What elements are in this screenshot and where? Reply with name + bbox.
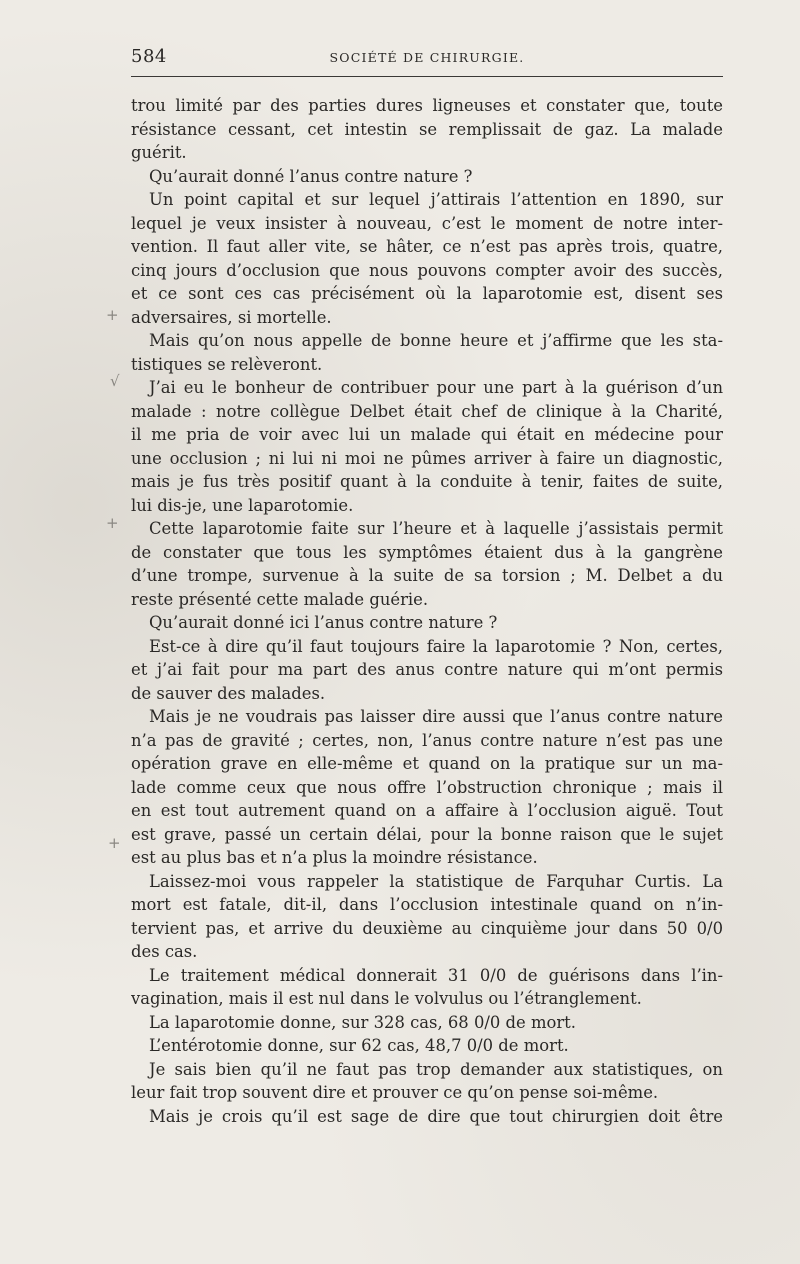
text-line: Laissez-moi vous rappeler la statistique de Farquhar Curtis. La xyxy=(149,871,723,891)
page-number: 584 xyxy=(131,46,167,67)
text-line: de constater que tous les symptômes étaient dus à la gangrène xyxy=(131,542,723,562)
text-line: résistance cessant, cet intestin se remplissait de gaz. La malade xyxy=(131,119,723,139)
body-text xyxy=(131,94,723,1128)
text-line: lequel je veux insister à nouveau, c’est le moment de notre inter- xyxy=(131,213,723,233)
text-line: en est tout autrement quand on a affaire à l’occlusion aiguë. Tout xyxy=(131,801,723,820)
page-header xyxy=(131,46,723,68)
text-line: malade : notre collègue Delbet était chef de clinique à la Charité, xyxy=(131,401,723,421)
margin-mark: √ xyxy=(110,372,120,390)
text-line: cinq jours d’occlusion que nous pouvons compter avoir des succès, xyxy=(131,260,723,280)
text-line: guérit. xyxy=(131,143,187,162)
text-line: reste présenté cette malade guérie. xyxy=(131,589,429,609)
text-line: et ce sont ces cas précisément où la laparotomie est, disent ses xyxy=(131,284,723,303)
text-line: tistiques se relèveront. xyxy=(131,354,323,374)
text-line: L’entérotomie donne, sur 62 cas, 48,7 0/0 de mort. xyxy=(149,1036,569,1055)
text-line: et j’ai fait pour ma part des anus contre nature qui m’ont permis xyxy=(131,660,723,679)
text-line: mais je fus très positif quant à la conduite à tenir, faites de suite, xyxy=(131,472,723,491)
margin-mark: + xyxy=(106,306,119,324)
running-title: SOCIÉTÉ DE CHIRURGIE. xyxy=(329,50,525,65)
text-line: Mais je crois qu’il est sage de dire que tout chirurgien doit être xyxy=(149,1106,723,1126)
text-line: lui dis-je, une laparotomie. xyxy=(131,495,354,515)
text-line: mort est fatale, dit-il, dans l’occlusion intestinale quand on n’in- xyxy=(131,895,723,914)
text-line: leur fait trop souvent dire et prouver ce qu’on pense soi-même. xyxy=(131,1083,659,1102)
text-line: J’ai eu le bonheur de contribuer pour une part à la guérison d’un xyxy=(149,378,723,397)
text-line: Cette laparotomie faite sur l’heure et à laquelle j’assistais permit xyxy=(149,519,723,538)
text-line: trou limité par des parties dures ligneuses et constater que, toute xyxy=(131,96,723,115)
text-line: Un point capital et sur lequel j’attirais l’attention en 1890, sur xyxy=(149,190,723,209)
text-line: de sauver des malades. xyxy=(131,683,326,703)
text-line: lade comme ceux que nous offre l’obstruction chronique ; mais il xyxy=(131,777,723,797)
text-line: il me pria de voir avec lui un malade qui était en médecine pour xyxy=(131,425,723,444)
text-line: Le traitement médical donnerait 31 0/0 de guérisons dans l’in- xyxy=(149,965,723,985)
text-line: Qu’aurait donné ici l’anus contre nature ? xyxy=(149,613,498,632)
text-line: des cas. xyxy=(131,942,198,961)
text-line: vagination, mais il est nul dans le volvulus ou l’étranglement. xyxy=(131,989,642,1008)
text-line: opération grave en elle-même et quand on la pratique sur un ma- xyxy=(131,754,723,773)
text-line: Est-ce à dire qu’il faut toujours faire la laparotomie ? Non, certes, xyxy=(149,636,723,656)
text-line: est au plus bas et n’a plus la moindre résistance. xyxy=(131,848,538,867)
text-line: Je sais bien qu’il ne faut pas trop demander aux statistiques, on xyxy=(149,1059,723,1079)
text-line: Mais je ne voudrais pas laisser dire aussi que l’anus contre nature xyxy=(149,707,723,726)
margin-mark: + xyxy=(108,834,121,852)
text-line: Qu’aurait donné l’anus contre nature ? xyxy=(149,166,473,186)
text-line: n’a pas de gravité ; certes, non, l’anus contre nature n’est pas une xyxy=(131,730,723,750)
text-line: vention. Il faut aller vite, se hâter, ce n’est pas après trois, quatre, xyxy=(131,237,723,256)
text-line: est grave, passé un certain délai, pour la bonne raison que le sujet xyxy=(131,824,723,844)
text-line: tervient pas, et arrive du deuxième au cinquième jour dans 50 0/0 xyxy=(131,918,723,938)
margin-mark: + xyxy=(106,514,119,532)
header-rule xyxy=(131,76,723,77)
text-line: d’une trompe, survenue à la suite de sa torsion ; M. Delbet a du xyxy=(131,566,723,585)
text-line: adversaires, si mortelle. xyxy=(131,307,332,327)
text-line: La laparotomie donne, sur 328 cas, 68 0/0 de mort. xyxy=(149,1012,576,1032)
text-line: une occlusion ; ni lui ni moi ne pûmes arriver à faire un diagnostic, xyxy=(131,448,723,468)
text-line: Mais qu’on nous appelle de bonne heure et j’affirme que les sta- xyxy=(149,331,723,350)
